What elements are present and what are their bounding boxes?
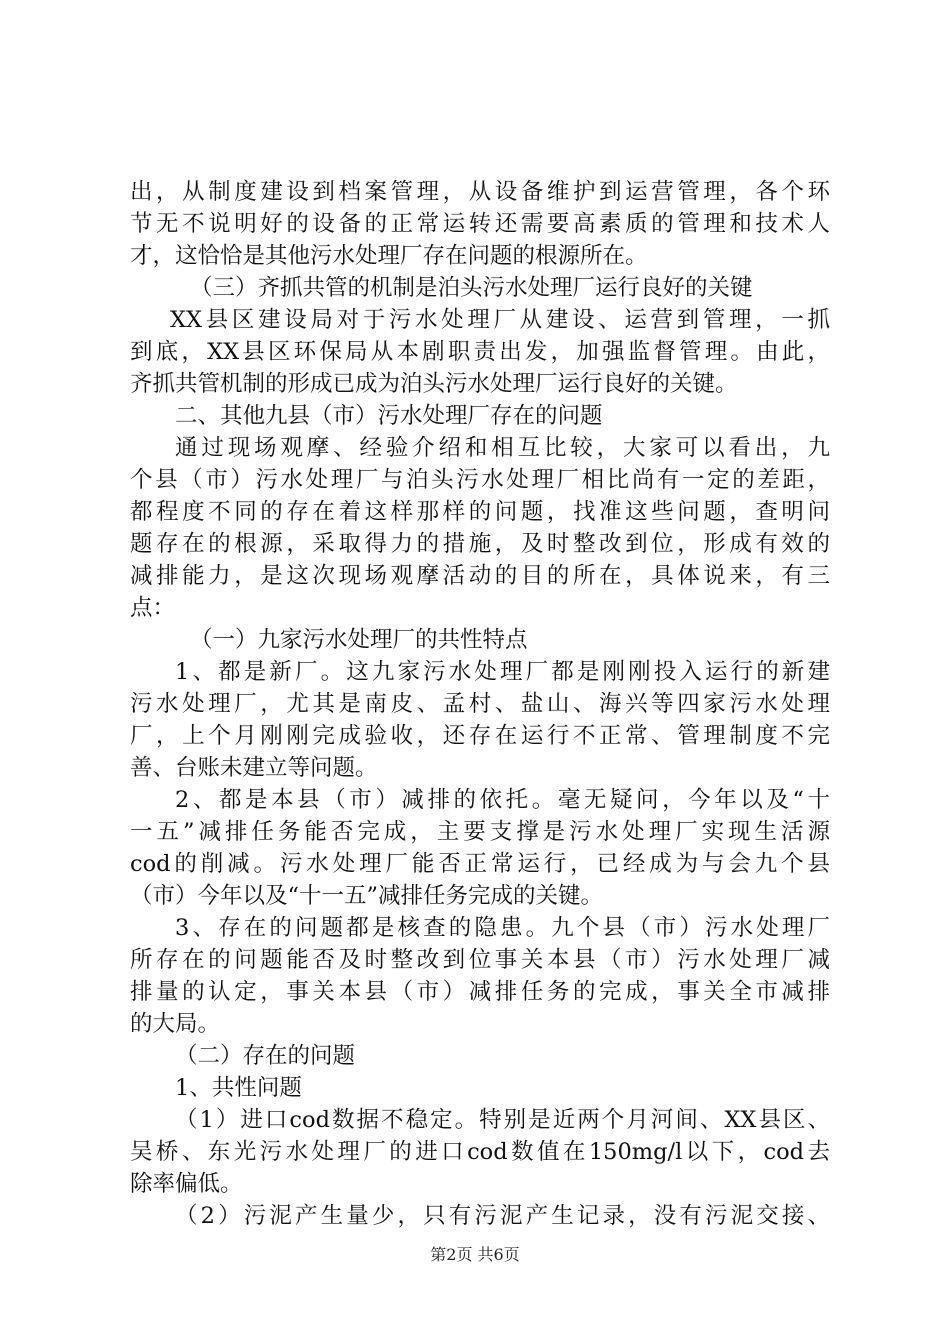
paragraph-line: 个县（市）污水处理厂与泊头污水处理厂相比尚有一定的差距， [130, 467, 830, 493]
paragraph-line: 通过现场观摩、经验介绍和相互比较，大家可以看出，九 [175, 435, 830, 461]
paragraph-line: 1、都是新厂。这九家污水处理厂都是刚刚投入运行的新建 [175, 659, 830, 685]
paragraph-line: （2）污泥产生量少，只有污泥产生记录，没有污泥交接、 [175, 1203, 830, 1229]
paragraph-line: 才，这恰恰是其他污水处理厂存在问题的根源所在。 [130, 243, 648, 269]
section-heading: （三）齐抓共管的机制是泊头污水处理厂运行良好的关键 [190, 275, 753, 301]
paragraph-line: 的大局。 [130, 1011, 221, 1037]
paragraph-line: 除率偏低。 [130, 1171, 243, 1197]
paragraph-line: （市）今年以及“十一五”减排任务完成的关键。 [130, 883, 604, 909]
paragraph-line: 点： [130, 595, 176, 621]
paragraph-line: 所存在的问题能否及时整改到位事关本县（市）污水处理厂减 [130, 947, 830, 973]
paragraph-line: 出，从制度建设到档案管理，从设备维护到运营管理，各个环 [130, 179, 830, 205]
paragraph-line: 吴桥、东光污水处理厂的进口cod数值在150mg/l以下，cod去 [130, 1139, 830, 1165]
section-heading: （二）存在的问题 [175, 1043, 356, 1069]
paragraph-line: cod的削减。污水处理厂能否正常运行，已经成为与会九个县 [130, 851, 830, 877]
paragraph-line: 排量的认定，事关本县（市）减排任务的完成，事关全市减排 [130, 979, 830, 1005]
paragraph-line: 善、台账未建立等问题。 [130, 755, 378, 781]
paragraph-line: 题存在的根源，采取得力的措施，及时整改到位，形成有效的 [130, 531, 830, 557]
document-body [130, 176, 830, 1232]
paragraph-line: 3、存在的问题都是核查的隐患。九个县（市）污水处理厂 [175, 915, 830, 941]
paragraph-line: 2、都是本县（市）减排的依托。毫无疑问，今年以及“十 [175, 787, 830, 813]
paragraph-line: （1）进口cod数据不稳定。特别是近两个月河间、XX县区、 [175, 1107, 830, 1133]
paragraph-line: XX县区建设局对于污水处理厂从建设、运营到管理，一抓 [170, 307, 830, 333]
paragraph-line: 一五”减排任务能否完成，主要支撑是污水处理厂实现生活源 [130, 819, 830, 845]
paragraph-line: 都程度不同的存在着这样那样的问题，找准这些问题，查明问 [130, 499, 830, 525]
paragraph-line: 污水处理厂，尤其是南皮、孟村、盐山、海兴等四家污水处理 [130, 691, 830, 717]
paragraph-line: 减排能力，是这次现场观摩活动的目的所在，具体说来，有三 [130, 563, 830, 589]
paragraph-line: 节无不说明好的设备的正常运转还需要高素质的管理和技术人 [130, 211, 830, 237]
paragraph-line: 齐抓共管机制的形成已成为泊头污水处理厂运行良好的关键。 [130, 371, 738, 397]
paragraph-line: 到底，XX县区环保局从本剧职责出发，加强监督管理。由此， [130, 339, 830, 365]
page-footer: 第2页 共6页 [430, 1245, 520, 1264]
section-heading: （一）九家污水处理厂的共性特点 [190, 627, 528, 653]
paragraph-line: 厂，上个月刚刚完成验收，还存在运行不正常、管理制度不完 [130, 723, 830, 749]
section-heading: 1、共性问题 [175, 1075, 302, 1101]
section-heading: 二、其他九县（市）污水处理厂存在的问题 [175, 403, 603, 429]
